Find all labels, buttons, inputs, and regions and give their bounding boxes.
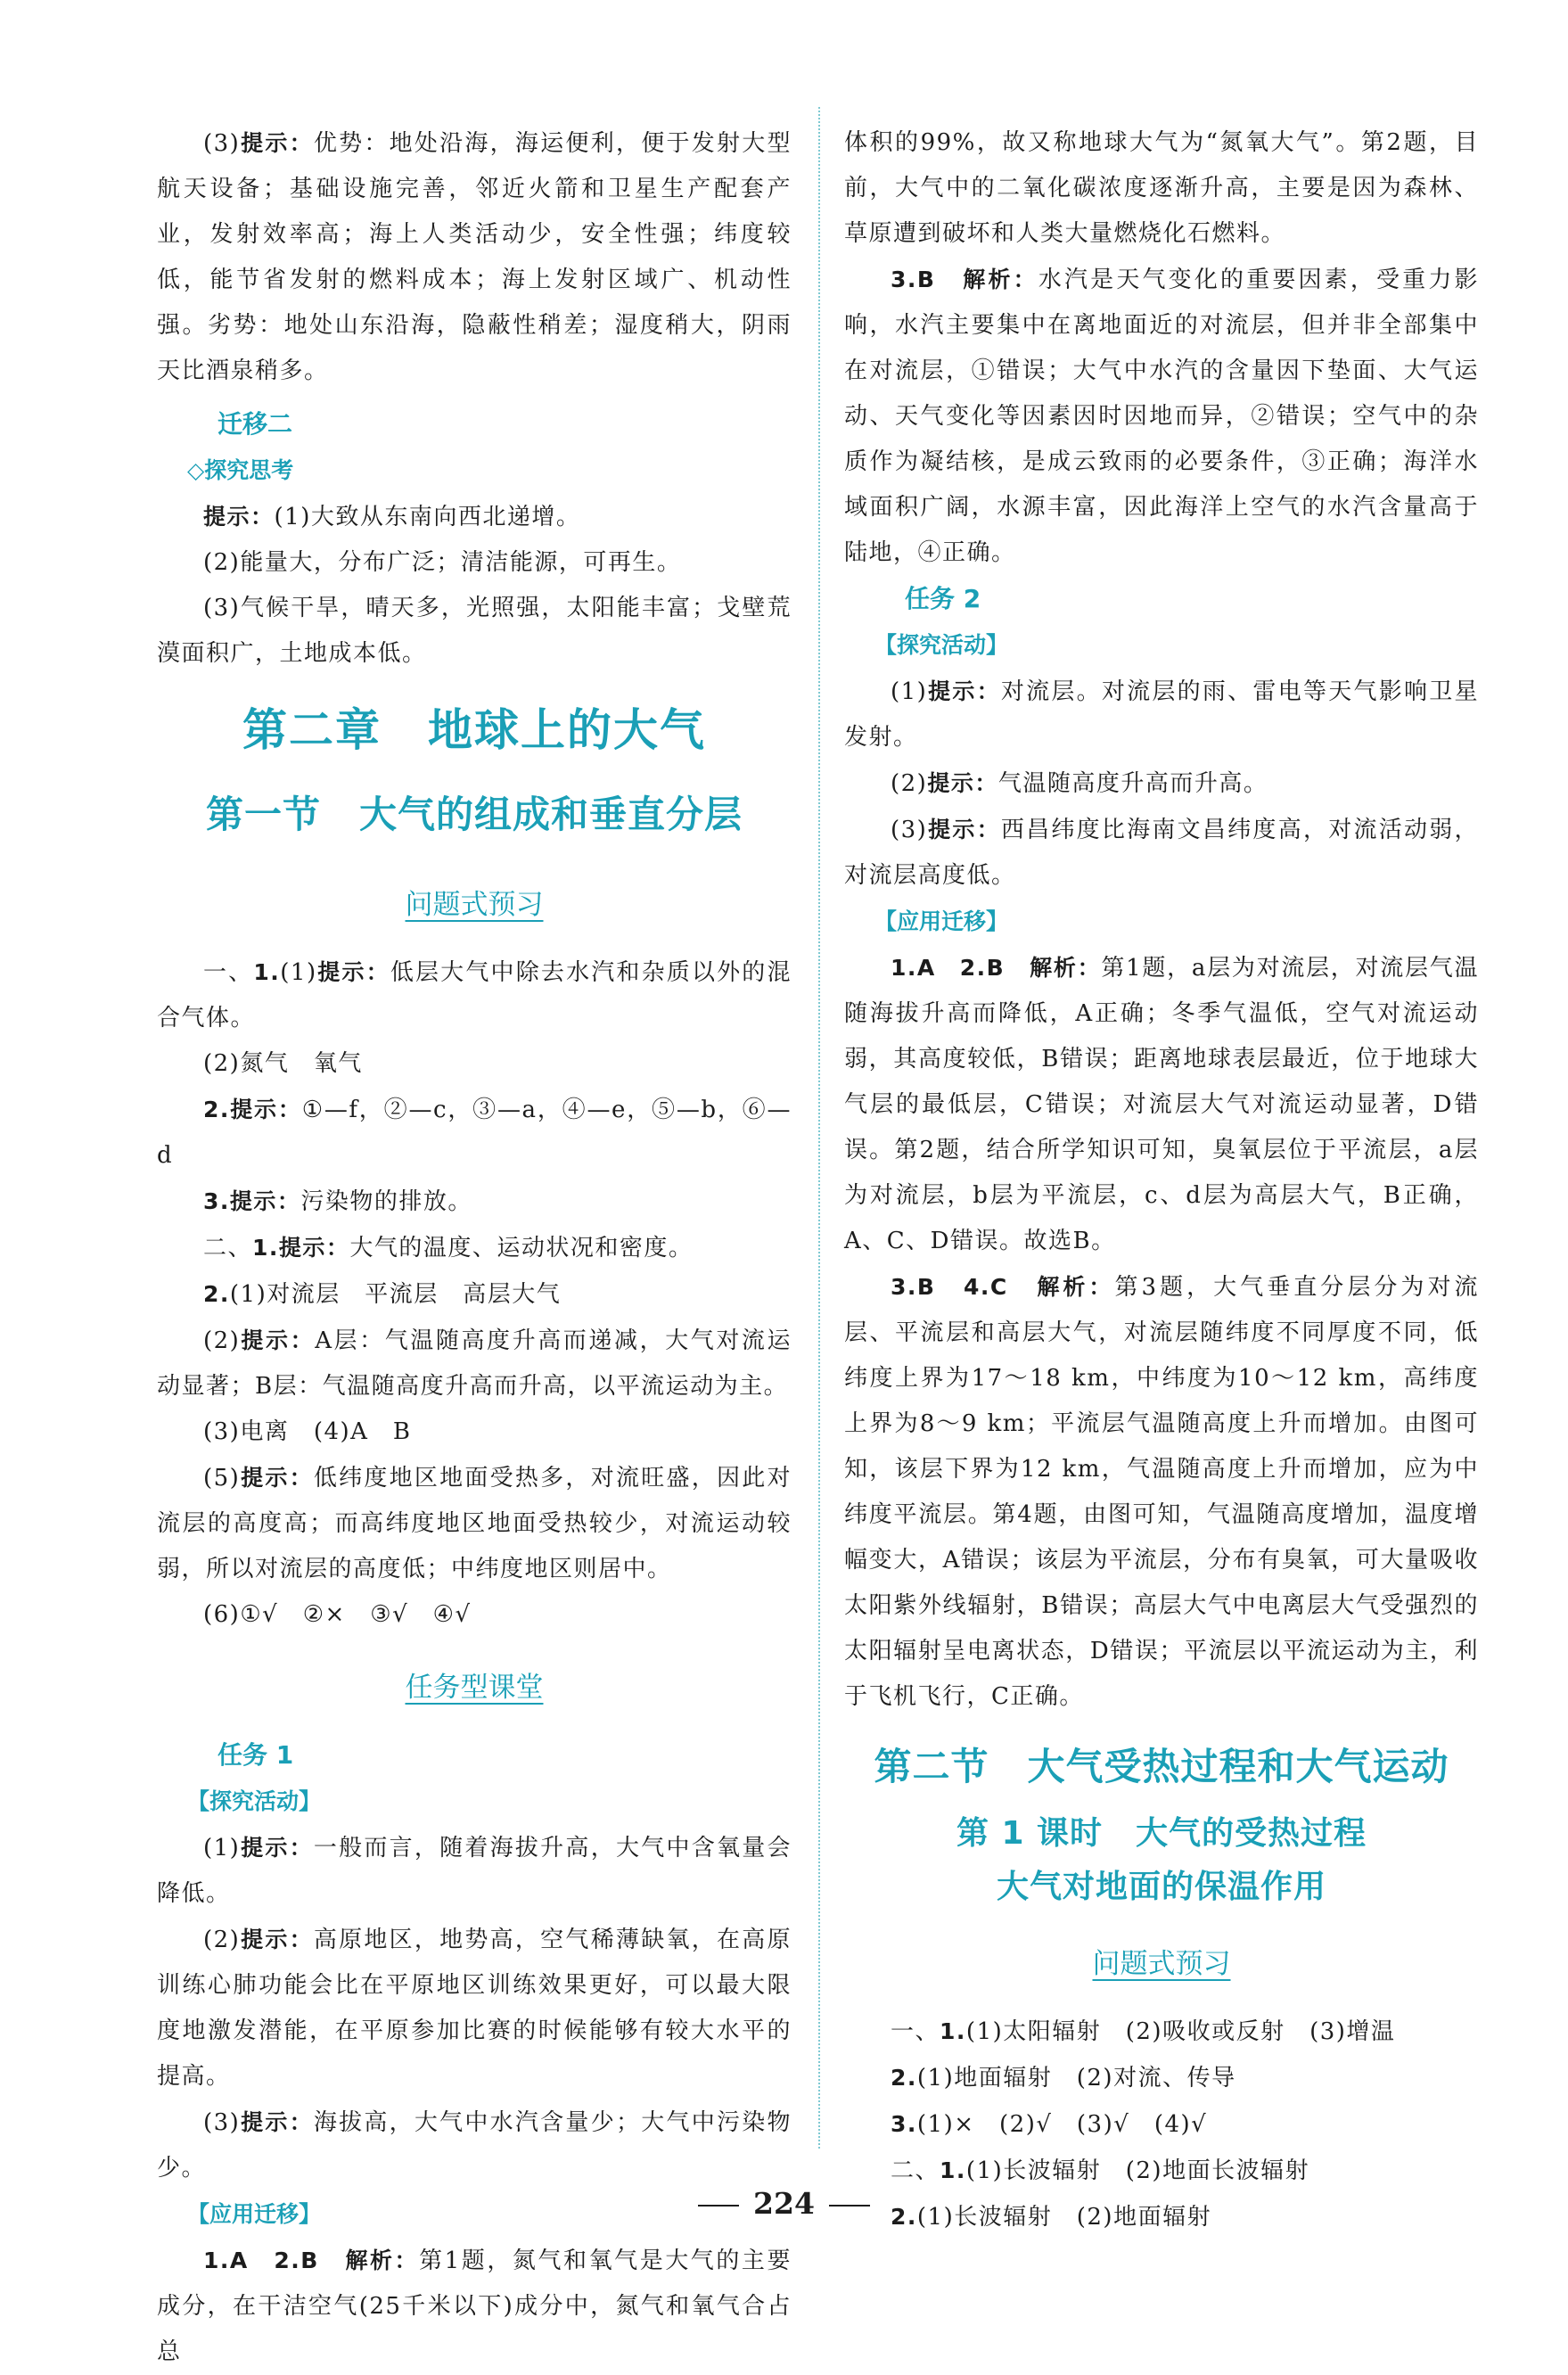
answer-paragraph: 3.提示：污染物的排放。 — [203, 1188, 472, 1215]
answer-paragraph: (2)氮气 氧气 — [203, 1050, 363, 1077]
answer-paragraph: (3)气候干旱，晴天多，光照强，太阳能丰富；戈壁荒漠面积广，土地成本低。 — [157, 595, 792, 667]
answer-paragraph: 1.A 2.B 解析：第1题，氮气和氧气是大气的主要成分，在干洁空气(25千米以下)成分中，氮气和氧气合占总 — [157, 2248, 792, 2365]
answer-paragraph: 2.(1)对流层 平流层 高层大气 — [203, 1281, 562, 1308]
answer-paragraph: (1)提示：一般而言，随着海拔升高，大气中含氧量会降低。 — [157, 1835, 792, 1907]
task-title: 任务 1 — [218, 1740, 294, 1770]
answer-paragraph: (2)提示：A层：气温随高度升高而递减，大气对流运动显著；B层：气温随高度升高而升高，以平流运动为主。 — [157, 1327, 792, 1400]
answer-paragraph: (3)提示：优势：地处沿海，海运便利，便于发射大型航天设备；基础设施完善，邻近火箭和卫星生产配套产业，发射效率高；海上人类活动少，安全性强；纬度较低，能节省发射的燃料成本；海上发射区域广、机动性强。劣势：地处山东沿海，隐蔽性稍差；湿度稍大，阴雨天比酒泉稍多。 — [157, 130, 792, 384]
answer-paragraph: 2.(1)地面辐射 (2)对流、传导 — [891, 2065, 1236, 2091]
section-title: 第二节 大气受热过程和大气运动 — [874, 1745, 1449, 1788]
explore-activity-title: 【探究活动】 — [187, 1788, 322, 1814]
explore-activity-title: 【探究活动】 — [874, 632, 1009, 658]
migration-title: 迁移二 — [218, 409, 293, 439]
answer-paragraph: 一、1.(1)提示：低层大气中除去水汽和杂质以外的混合气体。 — [157, 959, 792, 1031]
task-class-title: 任务型课堂 — [405, 1672, 544, 1704]
answer-paragraph: (6)①√ ②× ③√ ④√ — [203, 1601, 472, 1628]
answer-paragraph: 二、1.(1)长波辐射 (2)地面长波辐射 — [891, 2157, 1310, 2184]
answer-paragraph: 提示：(1)大致从东南向西北递增。 — [203, 504, 581, 530]
answer-paragraph: 1.A 2.B 解析：第1题，a层为对流层，对流层气温随海拔升高而降低，A正确；冬季气温低，空气对流运动弱，其高度较低，B错误；距离地球表层最近，位于地球大气层的最低层，C错误；对流层大气对流运动显著，D错误。第2题，结合所学知识可知，臭氧层位于平流层，a层为对流层，b层为平流层，c、d层为高层大气，B正确，A、C、D错误。故选B。 — [844, 955, 1479, 1254]
answer-paragraph: 一、1.(1)太阳辐射 (2)吸收或反射 (3)增温 — [891, 2018, 1396, 2045]
answer-paragraph: (2)提示：高原地区，地势高，空气稀薄缺氧，在高原训练心肺功能会比在平原地区训练效果更好，可以最大限度地激发潜能，在平原参加比赛的时候能够有较大水平的提高。 — [157, 1927, 792, 2090]
answer-paragraph: 3.B 4.C 解析：第3题，大气垂直分层分为对流层、平流层和高层大气，对流层随纬度不同厚度不同，低纬度上界为17～18 km，中纬度为10～12 km，高纬度上界为8～9 km；平流层气温随高度上升而增加。由图可知，该层下界为12 km，气温随高度上升而增加，应为中纬度平流层。第4题，由图可知，气温随高度增加，温度增幅变大，A错误；该层为平流层，分布有臭氧，可大量吸收太阳紫外线辐射，B错误；高层大气中电离层大气受强烈的太阳辐射呈电离状态，D错误；平流层以平流运动为主，利于飞机飞行，C正确。 — [844, 1274, 1479, 1710]
apply-title: 【应用迁移】 — [187, 2201, 322, 2227]
chapter-title: 第二章 地球上的大气 — [242, 704, 706, 756]
section-title: 第一节 大气的组成和垂直分层 — [205, 793, 743, 836]
answer-paragraph: (3)提示：西昌纬度比海南文昌纬度高，对流活动弱，对流层高度低。 — [844, 817, 1479, 889]
right-column — [844, 120, 1479, 2240]
page-number: 224 — [0, 2186, 1568, 2221]
preview-title: 问题式预习 — [405, 889, 544, 921]
lesson-title-line1: 第 1 课时 大气的受热过程 — [956, 1815, 1367, 1852]
apply-title: 【应用迁移】 — [874, 908, 1009, 934]
answer-paragraph: 3.(1)× (2)√ (3)√ (4)√ — [891, 2111, 1208, 2138]
preview-title: 问题式预习 — [1092, 1948, 1231, 1980]
answer-paragraph: 3.B 解析：水汽是天气变化的重要因素，受重力影响，水汽主要集中在离地面近的对流层，但并非全部集中在对流层，①错误；大气中水汽的含量因下垫面、大气运动、天气变化等因素因时因地而异，②错误；空气中的杂质作为凝结核，是成云致雨的必要条件，③正确；海洋水域面积广阔，水源丰富，因此海洋上空气的水汽含量高于陆地，④正确。 — [844, 267, 1479, 566]
answer-paragraph: 2.提示：①—f，②—c，③—a，④—e，⑤—b，⑥—d — [157, 1097, 792, 1169]
answer-paragraph: 二、1.提示：大气的温度、运动状况和密度。 — [203, 1235, 694, 1261]
answer-paragraph: (2)能量大，分布广泛；清洁能源，可再生。 — [203, 549, 682, 576]
answer-paragraph: (1)提示：对流层。对流层的雨、雷电等天气影响卫星发射。 — [844, 678, 1479, 751]
explore-think-title: ◇探究思考 — [187, 457, 294, 483]
left-column — [157, 120, 792, 2375]
lesson-title-line2: 大气对地面的保温作用 — [996, 1869, 1326, 1905]
answer-paragraph: 体积的99%，故又称地球大气为“氮氧大气”。第2题，目前，大气中的二氧化碳浓度逐渐升高，主要是因为森林、草原遭到破坏和人类大量燃烧化石燃料。 — [844, 129, 1479, 247]
answer-paragraph: (3)电离 (4)A B — [203, 1418, 412, 1445]
answer-paragraph: (3)提示：海拔高，大气中水汽含量少；大气中污染物少。 — [157, 2109, 792, 2182]
answer-paragraph: (5)提示：低纬度地区地面受热多，对流旺盛，因此对流层的高度高；而高纬度地区地面受热较少，对流运动较弱，所以对流层的高度低；中纬度地区则居中。 — [157, 1465, 792, 1582]
answer-paragraph: 2.(1)长波辐射 (2)地面辐射 — [891, 2204, 1212, 2231]
column-divider — [818, 107, 820, 2149]
task-title: 任务 2 — [905, 584, 981, 613]
answer-paragraph: (2)提示：气温随高度升高而升高。 — [891, 770, 1268, 797]
